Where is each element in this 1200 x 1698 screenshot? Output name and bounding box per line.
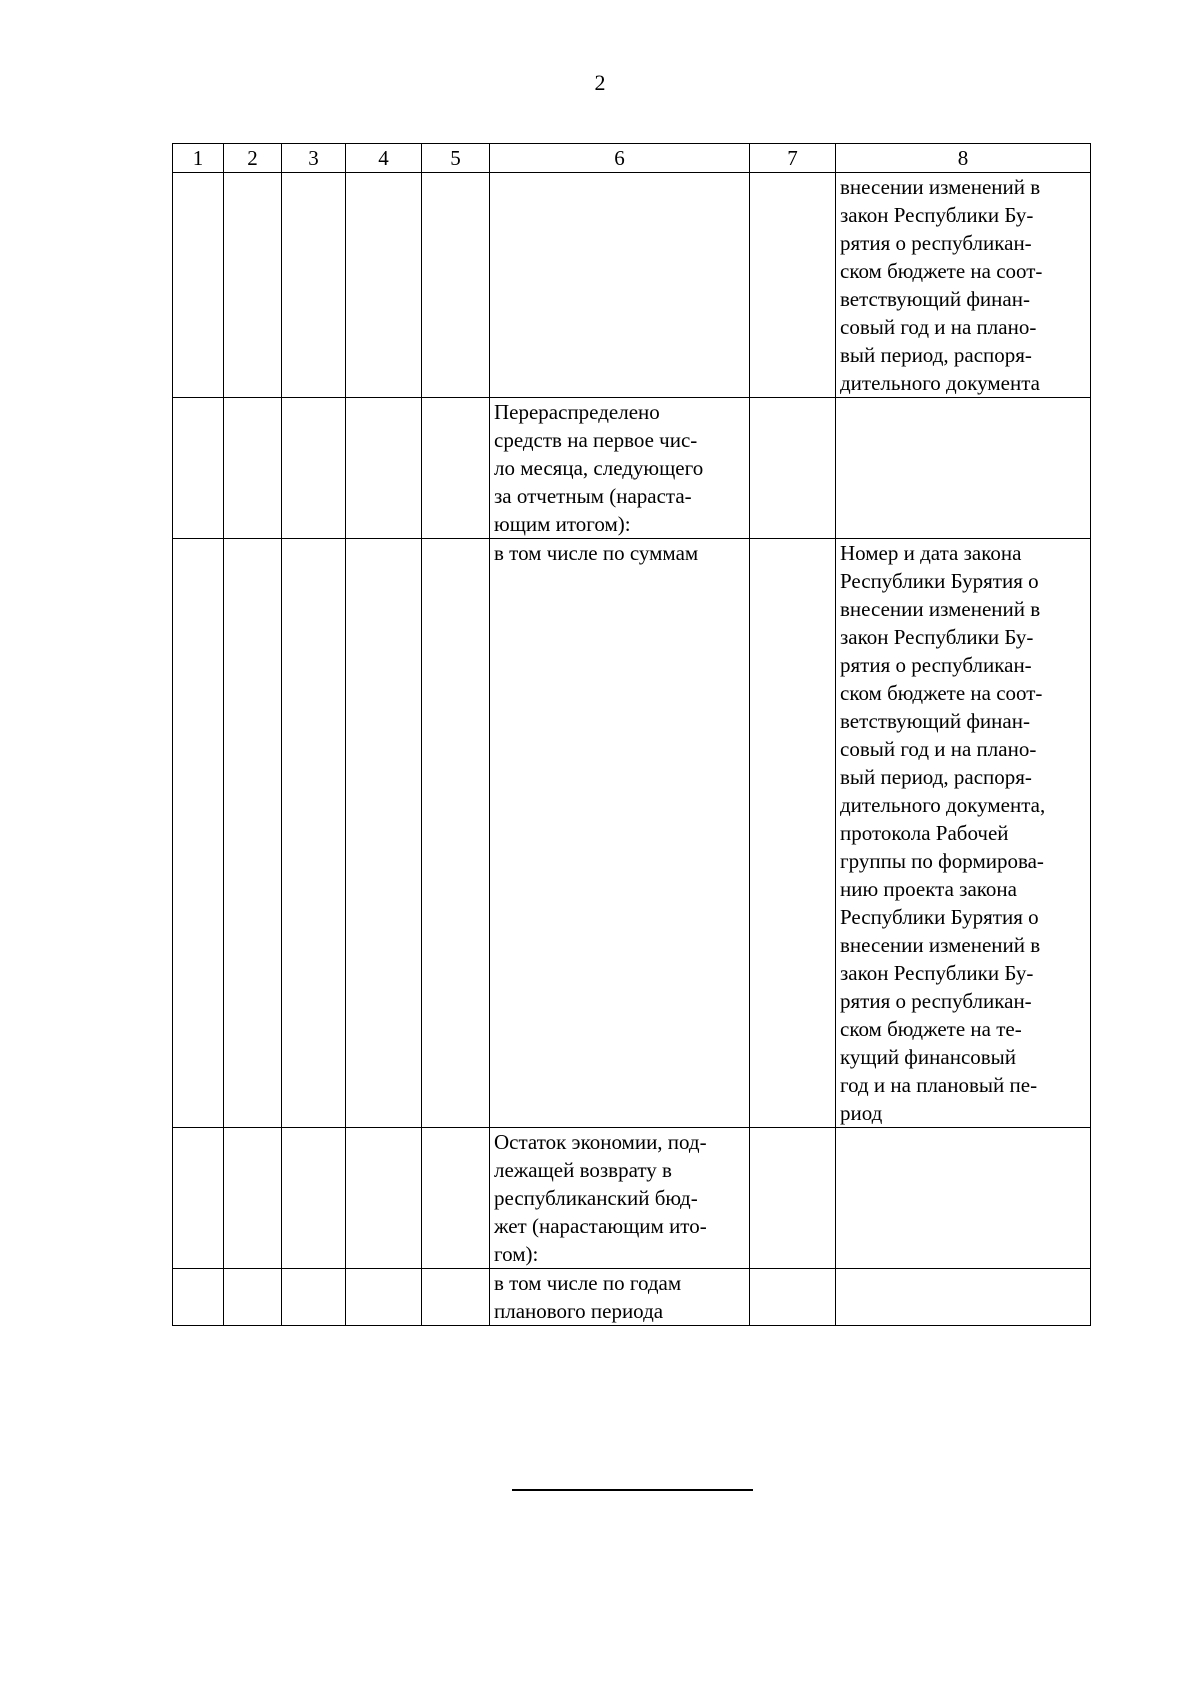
column-header: 1 <box>173 144 224 173</box>
table-row <box>173 1269 1091 1326</box>
table-row <box>173 539 1091 1128</box>
column-header: 5 <box>422 144 490 173</box>
column-header: 6 <box>490 144 750 173</box>
table-header-row <box>173 144 1091 173</box>
table-cell-col6: в том числе по годам планового периода <box>490 1269 750 1326</box>
table-row <box>173 1128 1091 1269</box>
column-header: 8 <box>836 144 1091 173</box>
table-cell-col6 <box>490 173 750 398</box>
column-header: 4 <box>346 144 422 173</box>
page-number: 2 <box>594 70 606 95</box>
column-header: 7 <box>750 144 836 173</box>
table-cell-col8 <box>836 398 1091 539</box>
column-header: 2 <box>224 144 282 173</box>
table-cell-col8: внесении изменений в закон Республики Бу- рятия о республикан- ском бюджете на соот- ветствующий финан- совый год и на плано- вый период, распоря- дительного документа <box>836 173 1091 398</box>
footer-divider <box>512 1489 753 1491</box>
table-cell-col8 <box>836 1269 1091 1326</box>
table-cell-col6: Перераспределено средств на первое чис- ло месяца, следующего за отчетным (нараста- ющим итогом): <box>490 398 750 539</box>
table-row <box>173 173 1091 398</box>
document-table <box>172 143 1091 1326</box>
table-cell-col6: Остаток экономии, под- лежащей возврату в республиканский бюд- жет (нарастающим ито- гом): <box>490 1128 750 1269</box>
table-cell-col8 <box>836 1128 1091 1269</box>
column-header: 3 <box>282 144 346 173</box>
table-cell-col6: в том числе по суммам <box>490 539 750 1128</box>
table-row <box>173 398 1091 539</box>
table-cell-col8: Номер и дата закона Республики Бурятия о внесении изменений в закон Республики Бу- рятия о республикан- ском бюджете на соот- ветствующий финан- совый год и на плано- вый период, распоря- дительного документа, протокола Рабочей группы по формирова- нию проекта закона Республики Бурятия о внесении изменений в закон Республики Бу- рятия о республикан- ском бюджете на те- кущий финансовый год и на плановый пе- риод <box>836 539 1091 1128</box>
